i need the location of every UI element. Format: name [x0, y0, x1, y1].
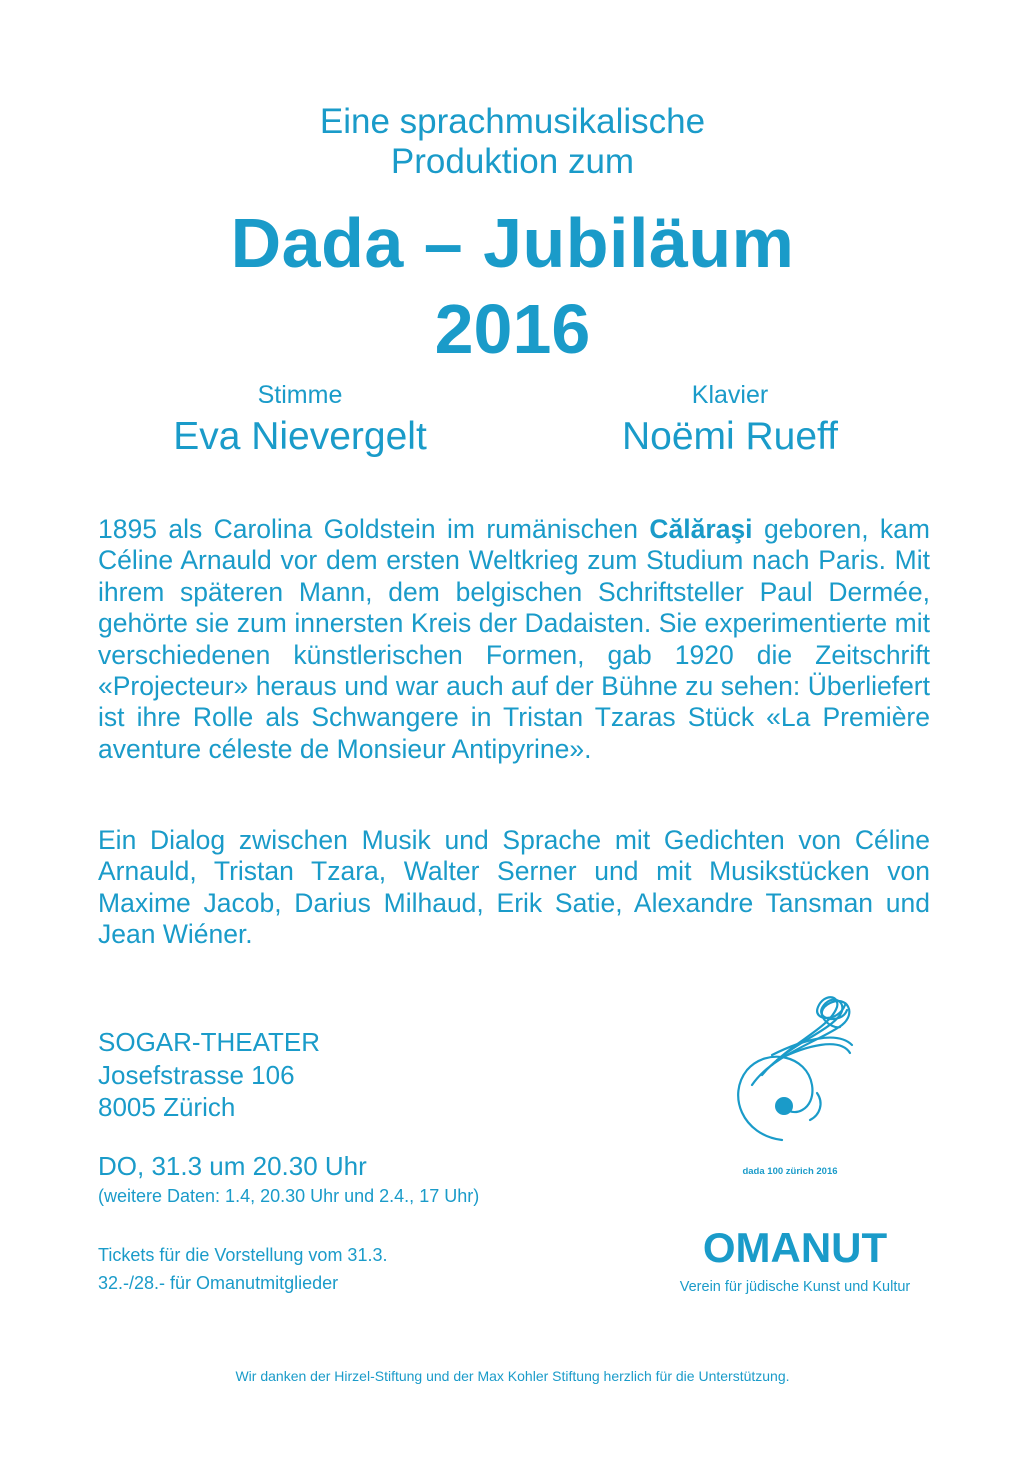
venue-address [98, 1026, 320, 1124]
event-year: 2016 [434, 290, 591, 368]
ticket-info [98, 1241, 387, 1297]
venue-city: 8005 Zürich [98, 1092, 236, 1122]
paragraph-1-rest: geboren, kam Céline Arnauld vor dem ersten Weltkrieg zum Studium nach Paris. Mit ihrem späteren Mann, dem belgischen Schriftsteller Paul Dermée, gehörte sie zum innersten Kreis der Dadaisten. Sie experimentierte mit verschiedenen künstlerischen Formen, gab 1920 die Zeitschrift «Projecteur» heraus und war auch auf der Bühne zu sehen: Überliefert ist ihre Rolle als Schwangere in Tristan Tzaras Stück «La Première aventure céleste de Monsieur Antipyrine». [98, 514, 930, 764]
performer-voice [140, 380, 460, 460]
performer-piano [570, 380, 890, 460]
event-date: DO, 31.3 um 20.30 Uhr [98, 1151, 367, 1181]
ticket-line-1: Tickets für die Vorstellung vom 31.3. [98, 1245, 388, 1265]
birthplace-highlight: Călăraşi [649, 514, 753, 544]
intro-line-2: Produktion zum [390, 142, 635, 181]
organization-subtitle: Verein für jüdische Kunst und Kultur [679, 1279, 911, 1295]
dada-100-spiral-logo-icon [712, 985, 872, 1145]
logo-caption: dada 100 zürich 2016 [742, 1166, 838, 1177]
performer-name: Eva Nievergelt [173, 415, 427, 458]
performer-role: Klavier [691, 381, 769, 409]
intro-text [0, 102, 1025, 182]
event-title: Dada – Jubiläum [230, 204, 795, 282]
performer-role: Stimme [257, 381, 343, 409]
intro-line-1: Eine sprachmusikalische [319, 102, 706, 141]
ticket-line-2: 32.-/28.- für Omanutmitglieder [98, 1273, 339, 1293]
sponsor-thanks: Wir danken der Hirzel-Stiftung und der Max Kohler Stiftung herzlich für die Unterstützung. [235, 1368, 790, 1384]
description-paragraph-1 [98, 514, 930, 765]
description-paragraph-2: Ein Dialog zwischen Musik und Sprache mit Gedichten von Céline Arnauld, Tristan Tzara, Walter Serner und mit Musikstücken von Maxime Jacob, Darius Milhaud, Erik Satie, Alexandre Tansman und Jean Wiéner. [98, 825, 930, 950]
performer-name: Noëmi Rueff [621, 415, 839, 458]
paragraph-1-start: 1895 als Carolina Goldstein im rumänischen [98, 514, 650, 544]
event-more-dates: (weitere Daten: 1.4, 20.30 Uhr und 2.4., 17 Uhr) [98, 1186, 480, 1206]
venue-name: SOGAR-THEATER [98, 1027, 320, 1057]
organization-name: OMANUT [702, 1224, 888, 1271]
venue-street: Josefstrasse 106 [98, 1059, 295, 1090]
